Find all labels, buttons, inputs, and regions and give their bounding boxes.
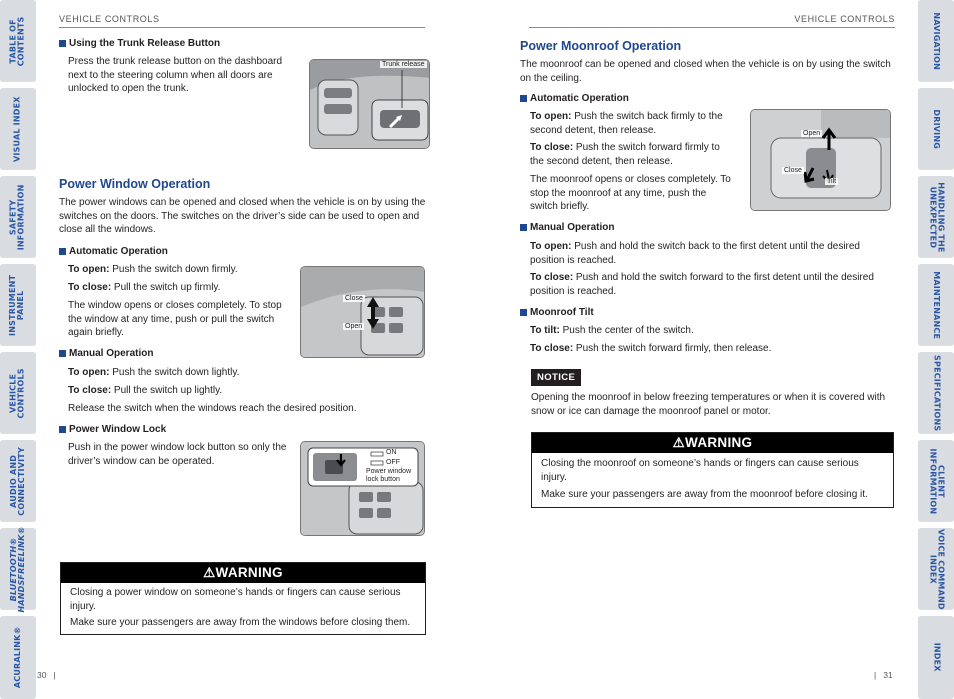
moonroof-intro: The moonroof can be opened and closed when the vehicle is on by using the switch on the ceiling. <box>520 59 891 84</box>
window-warning-box <box>60 562 426 635</box>
tab-label: SAFETY INFORMATION <box>8 184 27 250</box>
mr-manual-heading <box>520 222 614 233</box>
pw-manual-heading <box>59 348 153 359</box>
label-bold: To tilt: <box>530 325 560 336</box>
trunk-release-caption: Trunk release <box>382 61 425 68</box>
tab-acuralink[interactable] <box>0 616 36 699</box>
pw-auto-note: The window opens or closes completely. To stop the window at any time, push or pull the switch again briefly. <box>68 300 282 338</box>
mr-manual-open <box>530 240 895 267</box>
tab-handling-the-unexpected[interactable] <box>918 176 954 258</box>
instruction-text: Push the switch forward firmly, then release. <box>573 343 772 354</box>
instruction-text: Pull the switch up lightly. <box>111 385 223 396</box>
tab-vehicle-controls[interactable] <box>0 352 36 434</box>
pw-lock-body: Push in the power window lock button so only the driver’s window can be operated. <box>68 442 287 467</box>
running-head: VEHICLE CONTROLS <box>794 14 895 24</box>
notice-badge: NOTICE <box>531 369 581 386</box>
pw-manual-heading-text: Manual Operation <box>69 348 154 359</box>
moonroof-tilt-caption: Tilt <box>827 178 837 185</box>
bullet-square <box>520 309 527 316</box>
window-switch-image <box>300 266 425 358</box>
warning-header <box>532 433 893 453</box>
moonroof-title: Power Moonroof Operation <box>520 39 682 53</box>
tab-visual-index[interactable] <box>0 88 36 170</box>
label-bold: To open: <box>68 264 110 275</box>
tab-label: INDEX <box>932 643 942 672</box>
pw-manual-note: Release the switch when the windows reach the desired position. <box>68 403 357 414</box>
page-number-right <box>874 670 893 680</box>
instruction-text: Push and hold the switch forward to the first detent until the desired position is reached. <box>530 272 874 297</box>
mr-tilt-heading <box>520 307 594 318</box>
moonroof-open-caption: Open <box>803 130 821 137</box>
tab-voice-command-index[interactable] <box>918 528 954 610</box>
label-bold: To open: <box>530 241 572 252</box>
instruction-text: Pull the switch up firmly. <box>111 282 221 293</box>
pw-lock-heading <box>59 424 166 435</box>
pw-auto-heading <box>59 246 168 257</box>
warning-line2: Make sure your passengers are away from the moonroof before closing it. <box>541 489 868 500</box>
label-bold: To close: <box>530 272 574 283</box>
window-lock-illustration <box>301 442 425 536</box>
instruction-text: Push the center of the switch. <box>559 325 694 336</box>
mr-auto-heading-text: Automatic Operation <box>530 93 629 104</box>
mr-tilt-close <box>530 342 895 356</box>
mr-auto-note: The moonroof opens or closes completely. To stop the moonroof at any time, push the switch briefly. <box>530 174 731 212</box>
moonroof-switch-image <box>750 109 891 211</box>
tab-instrument-panel[interactable] <box>0 264 36 346</box>
bullet-square <box>59 350 66 357</box>
tab-label: VISUAL INDEX <box>12 96 22 162</box>
bullet-square <box>59 40 66 47</box>
page-number: 30 <box>37 670 47 680</box>
tab-safety-information[interactable] <box>0 176 36 258</box>
trunk-body: Press the trunk release button on the dashboard next to the steering column when all doors are unlocked to open the trunk. <box>68 56 283 94</box>
trunk-heading <box>59 38 220 49</box>
tab-label: VEHICLE CONTROLS <box>8 367 26 419</box>
pw-lock-heading-text: Power Window Lock <box>69 424 167 435</box>
warning-triangle-icon: ⚠ <box>672 435 686 450</box>
warning-triangle-icon: ⚠ <box>203 565 216 580</box>
power-window-intro: The power windows can be opened and closed when the vehicle is on by using the switches on the doors. The switches on the driver’s side can be used to open and close all the windows. <box>59 197 426 235</box>
label-bold: To close: <box>530 343 574 354</box>
trunk-release-illustration <box>310 60 430 149</box>
moonroof-close-caption: Close <box>784 167 802 174</box>
warning-line1: Closing a power window on someone’s hands or fingers can cause serious injury. <box>70 587 401 612</box>
pw-auto-open <box>68 263 290 277</box>
page-number: 31 <box>883 670 893 680</box>
window-switch-illustration <box>301 267 425 358</box>
tab-index[interactable] <box>918 616 954 699</box>
header-rule <box>59 27 425 28</box>
warning-title: WARNING <box>215 565 283 580</box>
tab-label: BLUETOOTH® HANDSFREELINK® <box>8 525 26 613</box>
tab-label: MAINTENANCE <box>932 271 942 339</box>
tab-driving[interactable] <box>918 88 954 170</box>
tab-label: DRIVING <box>932 109 942 149</box>
mr-auto-close <box>530 141 735 168</box>
lock-caption-line: lock button <box>366 476 400 483</box>
instruction-text: Push the switch forward firmly to the second detent, then release. <box>530 142 720 167</box>
tab-maintenance[interactable] <box>918 264 954 346</box>
bullet-square <box>59 426 66 433</box>
mr-manual-heading-text: Manual Operation <box>530 222 615 233</box>
page-number-left <box>37 670 56 680</box>
warning-title: WARNING <box>685 435 753 450</box>
moonroof-switch-illustration <box>751 110 891 211</box>
tab-label: INSTRUMENT PANEL <box>8 274 26 336</box>
power-window-title: Power Window Operation <box>59 177 211 191</box>
pw-manual-close <box>68 384 368 398</box>
window-lock-image <box>300 441 425 536</box>
pw-auto-heading-text: Automatic Operation <box>69 246 168 257</box>
mr-manual-close <box>530 271 895 298</box>
instruction-text: Push the switch down firmly. <box>109 264 238 275</box>
tab-label: HANDLING THE UNEXPECTED <box>928 181 946 253</box>
instruction-text: Push the switch back firmly to the second detent, then release. <box>530 111 723 136</box>
notice-text: Opening the moonroof in below freezing temperatures or when it is covered with snow or ice can damage the moonroof panel or motor. <box>531 392 886 417</box>
label-bold: To close: <box>68 385 112 396</box>
bullet-square <box>520 224 527 231</box>
tab-specifications[interactable] <box>918 352 954 434</box>
window-open-caption: Open <box>345 323 363 330</box>
tab-label: ACURALINK® <box>12 626 22 689</box>
tab-label: AUDIO AND CONNECTIVITY <box>8 446 26 516</box>
tab-table-of-contents[interactable] <box>0 0 36 82</box>
page-separator: | <box>874 670 884 680</box>
lock-caption-line: Power window <box>366 468 412 475</box>
warning-header <box>61 563 425 583</box>
tab-label: SPECIFICATIONS <box>932 354 942 432</box>
tab-navigation[interactable] <box>918 0 954 82</box>
instruction-text: Push the switch down lightly. <box>109 367 240 378</box>
lock-caption <box>366 468 411 484</box>
tab-label: CLIENT INFORMATION <box>928 448 946 514</box>
tab-client-information[interactable] <box>918 440 954 522</box>
trunk-heading-text: Using the Trunk Release Button <box>69 38 221 49</box>
mr-auto-open <box>530 110 735 137</box>
tab-bluetooth-handsfreelink[interactable] <box>0 525 36 613</box>
tab-audio-and-connectivity[interactable] <box>0 440 36 522</box>
mr-tilt <box>530 324 895 338</box>
tab-label: VOICE COMMAND INDEX <box>928 528 946 610</box>
trunk-release-image <box>309 59 430 149</box>
window-close-caption: Close <box>345 295 363 302</box>
label-bold: To close: <box>68 282 112 293</box>
lock-off-label: OFF <box>386 459 400 466</box>
label-bold: To open: <box>68 367 110 378</box>
warning-line1: Closing the moonroof on someone’s hands or fingers can cause serious injury. <box>541 458 859 483</box>
warning-line2: Make sure your passengers are away from the windows before closing them. <box>70 617 411 628</box>
label-bold: To open: <box>530 111 572 122</box>
bullet-square <box>59 248 66 255</box>
pw-manual-open <box>68 366 368 380</box>
mr-auto-heading <box>520 93 629 104</box>
bullet-square <box>520 95 527 102</box>
mr-tilt-heading-text: Moonroof Tilt <box>530 307 594 318</box>
tab-label: TABLE OF CONTENTS <box>8 16 26 66</box>
tab-label: NAVIGATION <box>932 12 942 70</box>
header-rule <box>529 27 895 28</box>
running-head: VEHICLE CONTROLS <box>59 14 160 24</box>
moonroof-warning-box <box>531 432 894 508</box>
pw-auto-close <box>68 281 290 295</box>
lock-on-label: ON <box>386 449 397 456</box>
page-separator: | <box>46 670 56 680</box>
instruction-text: Push and hold the switch back to the first detent until the desired position is reached. <box>530 241 860 266</box>
label-bold: To close: <box>530 142 574 153</box>
